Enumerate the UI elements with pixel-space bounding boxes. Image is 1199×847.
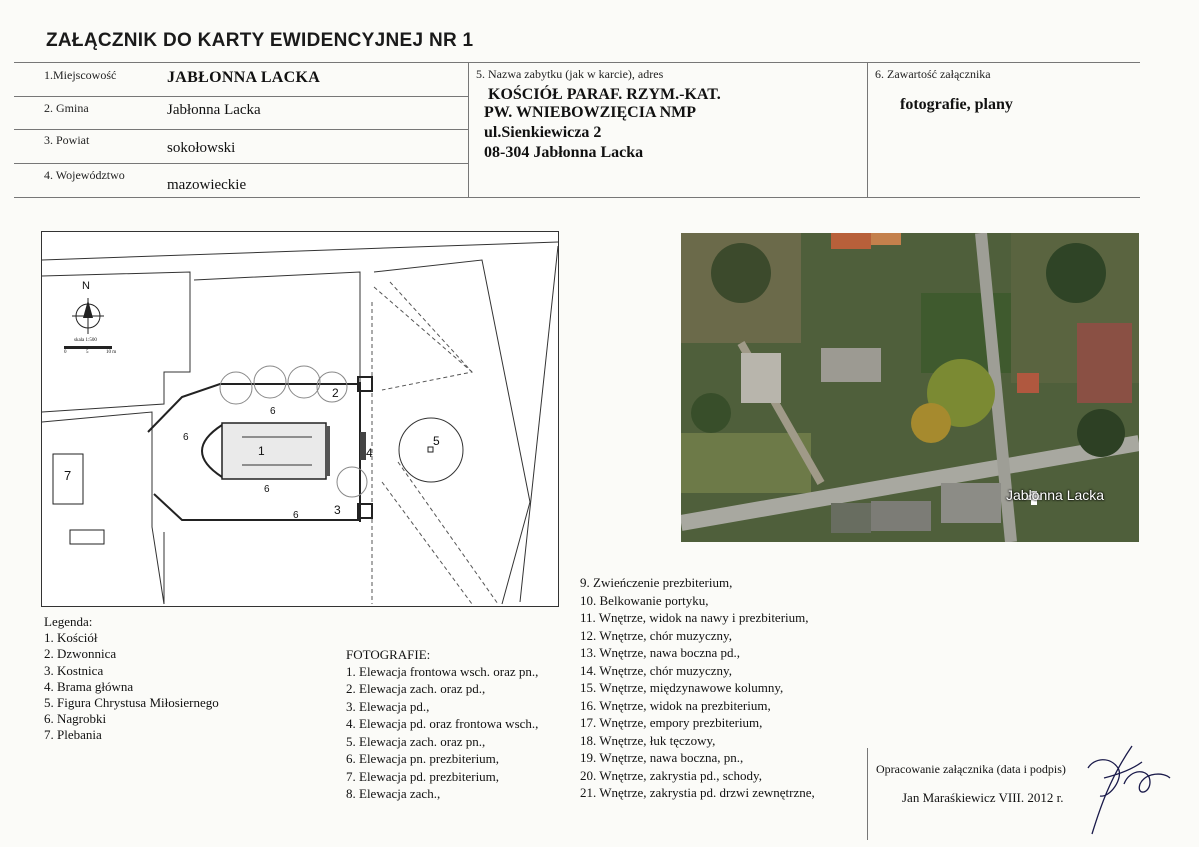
signature-image: [1080, 738, 1180, 836]
scale-label: skala 1:500: [74, 338, 97, 343]
marker-rectory: 7: [64, 468, 72, 483]
marker-belfry: 2: [332, 386, 339, 400]
form-col-divider: [468, 62, 469, 197]
nazwa-line: KOŚCIÓŁ PARAF. RZYM.-KAT.: [488, 86, 721, 103]
marker-grave: 6: [293, 510, 299, 521]
legend-item: 6. Nagrobki: [44, 711, 107, 727]
legend-item: 1. Kościół: [44, 630, 98, 646]
legend-item: 3. Kostnica: [44, 662, 104, 678]
legend-item: 7. Plebania: [44, 727, 102, 743]
zawartosc-value: fotografie, plany: [900, 96, 1013, 113]
prepared-label: Opracowanie załącznika (data i podpis): [876, 762, 1066, 776]
author-text: Jan Maraśkiewicz VIII. 2012 r.: [902, 790, 1064, 805]
aerial-photo: [681, 233, 1139, 542]
scale-tick: 0: [64, 350, 67, 355]
photo-item: 21. Wnętrze, zakrystia pd. drzwi zewnętrzne,: [580, 785, 815, 800]
photo-item: 12. Wnętrze, chór muzyczny,: [580, 627, 732, 643]
photo-item: 19. Wnętrze, nawa boczna, pn.,: [580, 750, 744, 765]
site-plan-drawing: [42, 232, 558, 606]
photo-item: 2. Elewacja zach. oraz pd.,: [346, 681, 486, 696]
zawartosc-label: 6. Zawartość załącznika: [875, 67, 991, 81]
photo-item: 9. Zwieńczenie prezbiterium,: [580, 575, 733, 590]
north-label: N: [82, 280, 90, 292]
photo-item: 15. Wnętrze, międzynawowe kolumny,: [580, 680, 784, 695]
photo-item: 17. Wnętrze, empory prezbiterium,: [580, 715, 763, 730]
legend-item: 5. Figura Chrystusa Miłosiernego: [44, 695, 219, 711]
powiat-value: sokołowski: [167, 140, 236, 156]
photos-title: FOTOGRAFIE:: [346, 647, 431, 662]
photo-item: 5. Elewacja zach. oraz pn.,: [346, 733, 486, 749]
marker-church: 1: [258, 444, 265, 458]
photos-list-2: [580, 574, 815, 802]
photo-item: 6. Elewacja pn. prezbiterium,: [346, 751, 500, 766]
wojewodztwo-label: 4. Województwo: [44, 168, 125, 182]
form-row-divider: [14, 129, 468, 130]
photo-item: 1. Elewacja frontowa wsch. oraz pn.,: [346, 663, 539, 679]
powiat-label: 3. Powiat: [44, 133, 90, 147]
miejscowosc-value: JABŁONNA LACKA: [167, 69, 321, 86]
photo-item: 10. Belkowanie portyku,: [580, 592, 709, 608]
miejscowosc-label: 1.Miejscowość: [44, 68, 117, 82]
gmina-value: Jabłonna Lacka: [167, 102, 261, 118]
photos-list-1: [346, 646, 538, 803]
nazwa-line: ul.Sienkiewicza 2: [484, 124, 602, 141]
photo-item: 20. Wnętrze, zakrystia pd., schody,: [580, 767, 762, 783]
nazwa-line: PW. WNIEBOWZIĘCIA NMP: [484, 104, 697, 121]
legend: [44, 614, 219, 744]
photo-item: 4. Elewacja pd. oraz frontowa wsch.,: [346, 716, 539, 731]
nazwa-line: 08-304 Jabłonna Lacka: [484, 144, 644, 161]
form-bottom-border: [14, 197, 1140, 198]
marker-grave: 6: [270, 406, 276, 417]
marker-grave: 6: [264, 484, 270, 495]
photo-item: 3. Elewacja pd.,: [346, 698, 430, 714]
photo-item: 18. Wnętrze, łuk tęczowy,: [580, 732, 716, 748]
legend-item: 4. Brama główna: [44, 678, 134, 694]
legend-title: Legenda:: [44, 614, 93, 629]
page-title: ZAŁĄCZNIK DO KARTY EWIDENCYJNEJ NR 1: [46, 30, 474, 51]
site-plan: [41, 231, 559, 607]
form-top-border: [14, 62, 1140, 63]
photo-item: 14. Wnętrze, chór muzyczny,: [580, 662, 732, 678]
scale-tick: 5: [86, 350, 89, 355]
marker-grave: 6: [183, 432, 189, 443]
form-row-divider: [14, 96, 468, 97]
photo-item: 8. Elewacja zach.,: [346, 786, 441, 801]
aerial-place-label: Jabłonna Lacka: [1006, 487, 1105, 503]
marker-gate: 4: [366, 446, 373, 460]
form-col-divider: [867, 62, 868, 197]
photo-item: 11. Wnętrze, widok na nawy i prezbiterium,: [580, 610, 809, 625]
wojewodztwo-value: mazowieckie: [167, 177, 247, 193]
form-row-divider: [14, 163, 468, 164]
photo-item: 7. Elewacja pd. prezbiterium,: [346, 768, 500, 784]
photo-item: 16. Wnętrze, widok na prezbiterium,: [580, 697, 771, 713]
legend-item: 2. Dzwonnica: [44, 646, 117, 662]
gmina-label: 2. Gmina: [44, 101, 89, 115]
marker-ossuary: 3: [334, 503, 341, 517]
nazwa-address: [484, 86, 721, 162]
scale-tick: 10 m: [106, 350, 117, 355]
marker-statue: 5: [433, 434, 440, 448]
nazwa-label: 5. Nazwa zabytku (jak w karcie), adres: [476, 67, 664, 81]
footer-box-border: [867, 748, 868, 840]
photo-item: 13. Wnętrze, nawa boczna pd.,: [580, 645, 741, 660]
